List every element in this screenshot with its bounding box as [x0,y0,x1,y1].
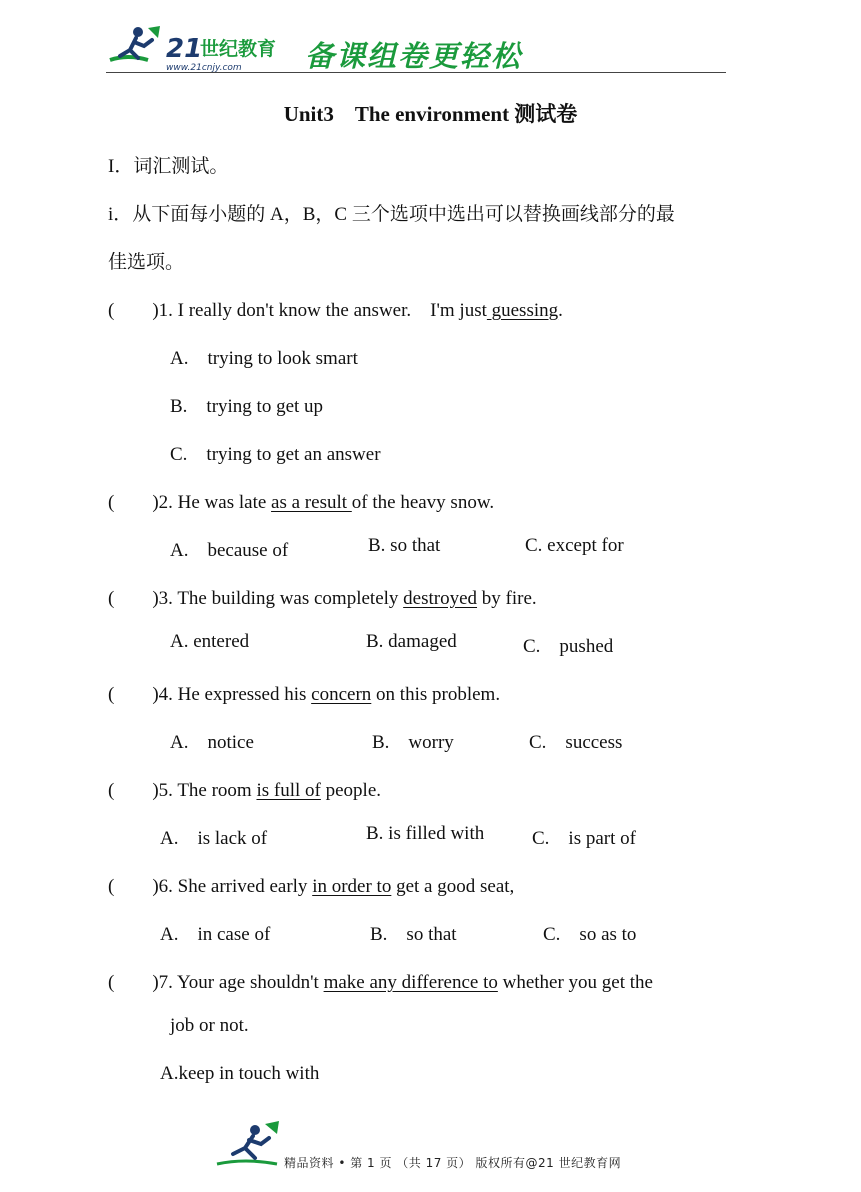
answer-bracket: ( ) [108,876,159,897]
page-title: Unit3 The environment 测试卷 [283,102,578,126]
question-5: ( )5. The room is full of people. [108,780,382,801]
option-6b: B. so that [370,924,457,945]
answer-bracket: ( ) [108,684,159,705]
option-1c: C. trying to get an answer [170,444,381,465]
option-4b: B. worry [372,732,454,753]
site-logo [108,24,298,74]
option-2c: C. except for [525,535,624,556]
answer-bracket: ( ) [108,300,159,321]
answer-bracket: ( ) [108,492,159,513]
logo-url: www.21cnjy.com [166,63,242,73]
option-2a: A. because of [170,540,289,561]
option-6a: A. in case of [160,924,271,945]
option-5a: A. is lack of [160,828,268,849]
option-1b: B. trying to get up [170,396,324,417]
option-7a: A.keep in touch with [160,1063,320,1084]
instruction-line-1: i．从下面每小题的 A，B，C 三个选项中选出可以替换画线部分的最 [108,204,675,225]
question-4: ( )4. He expressed his concern on this problem. [108,684,501,705]
option-1a: A. trying to look smart [170,348,358,369]
section-heading: I．词汇测试。 [108,156,229,177]
question-7: ( )7. Your age shouldn't make any difference to whether you get the [108,972,653,993]
option-2b: B. so that [368,535,441,556]
option-5b: B. is filled with [366,823,485,844]
question-3: ( )3. The building was completely destroyed by fire. [108,588,537,609]
option-3c: C. pushed [523,636,614,657]
option-5c: C. is part of [532,828,636,849]
question-2: ( )2. He was late as a result of the heavy snow. [108,492,495,513]
option-6c: C. so as to [543,924,637,945]
question-6: ( )6. She arrived early in order to get a good seat, [108,876,515,897]
option-4c: C. success [529,732,623,753]
header-divider [106,72,726,73]
logo-chinese: 世纪教育 [200,38,277,60]
question-7-continuation: job or not. [170,1015,249,1036]
answer-bracket: ( ) [108,780,159,801]
runner-icon [110,26,160,60]
option-3b: B. damaged [366,631,457,652]
option-3a: A. entered [170,631,250,652]
logo-number: 21 [166,34,203,64]
question-1: ( )1. I really don't know the answer. I'm just guessing. [108,300,563,321]
answer-bracket: ( ) [108,588,159,609]
header-slogan: 备课组卷更轻松 [305,39,523,73]
footer-page-info: 精品资料 • 第 1 页 （共 17 页） 版权所有@21 世纪教育网 [284,1156,622,1170]
instruction-line-2: 佳选项。 [108,252,185,273]
footer-runner-icon [215,1118,285,1170]
option-4a: A. notice [170,732,254,753]
answer-bracket: ( ) [108,972,159,993]
